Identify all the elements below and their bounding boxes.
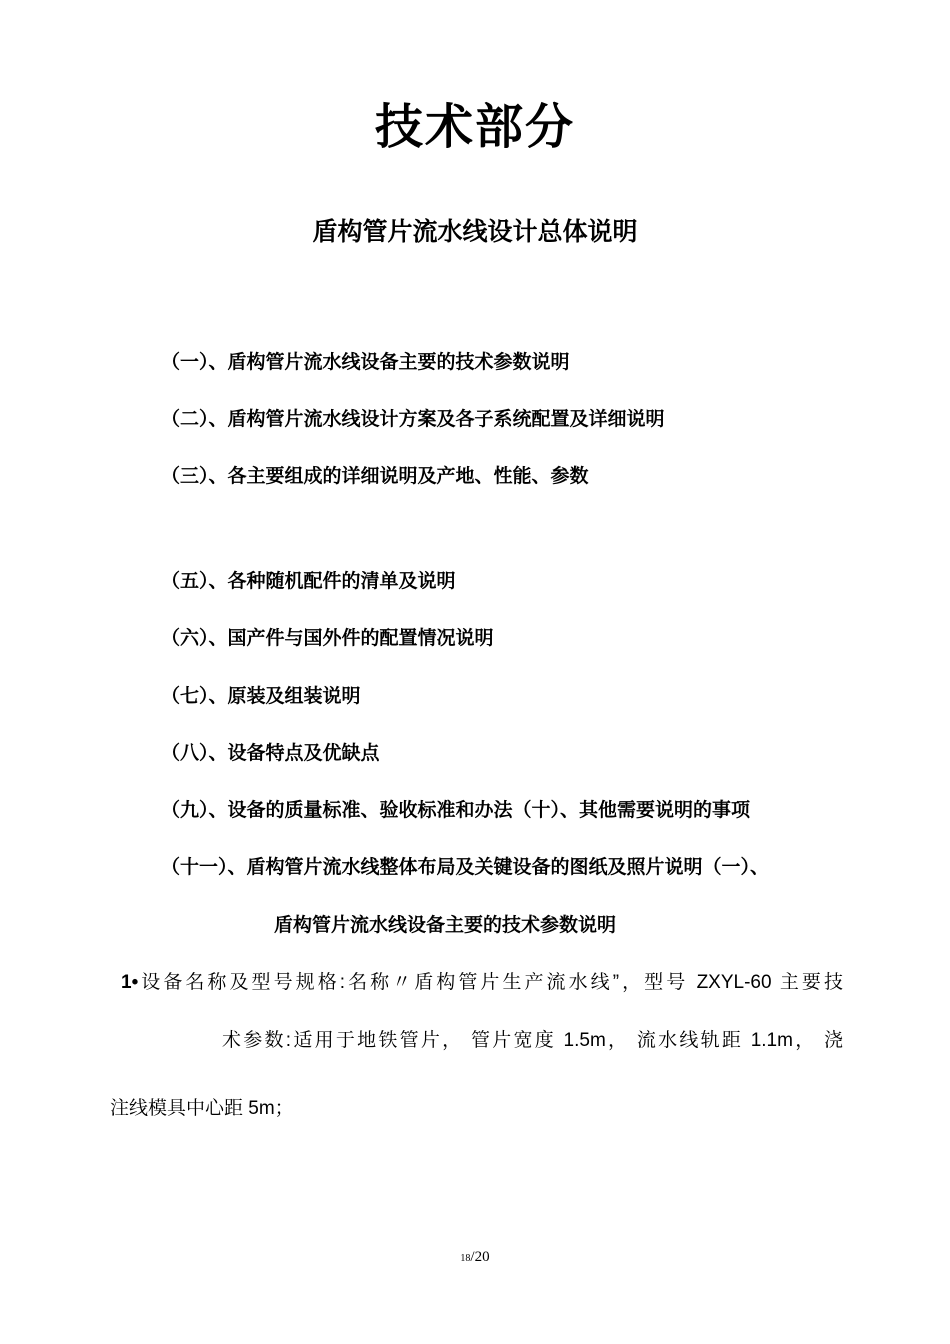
body-line-1-text: 设备名称及型号规格:名称〃盾构管片生产流水线”，型号 ZXYL-60 主要技 (138, 972, 843, 993)
body-line-1 (121, 967, 843, 994)
page-number-total: /20 (470, 1249, 490, 1265)
page-subtitle: 盾构管片流水线设计总体说明 (312, 217, 638, 246)
toc-item-1: （一）、盾构管片流水线设备主要的技术参数说明 (161, 351, 570, 373)
body-line-2 (222, 1025, 843, 1052)
toc-item-6: （六）、国产件与国外件的配置情况说明 (161, 627, 494, 649)
toc-item-2: （二）、盾构管片流水线设计方案及各子系统配置及详细说明 (161, 408, 665, 430)
page-number (0, 1249, 950, 1266)
toc-item-7: （七）、原装及组装说明 (161, 685, 361, 707)
toc-item-11: （十一）、盾构管片流水线整体布局及关键设备的图纸及照片说明（一）、 (161, 856, 770, 878)
page-number-current: 18 (460, 1253, 471, 1264)
toc-item-3: （三）、各主要组成的详细说明及产地、性能、参数 (161, 465, 589, 487)
body-line-1-number: 1• (121, 972, 139, 993)
toc-item-9: （九）、设备的质量标准、验收标准和办法（十）、其他需要说明的事项 (161, 799, 751, 821)
toc-item-5: （五）、各种随机配件的清单及说明 (161, 570, 456, 592)
toc-continuation: 盾构管片流水线设备主要的技术参数说明 (273, 914, 616, 936)
page-title: 技术部分 (374, 99, 575, 155)
body-line-2-text: 术参数:适用于地铁管片， 管片宽度 1.5m， 流水线轨距 1.1m， 浇 (222, 1030, 843, 1051)
body-line-3: 注线模具中心距 5m； (110, 1098, 294, 1119)
toc-item-8: （八）、设备特点及优缺点 (161, 742, 380, 764)
